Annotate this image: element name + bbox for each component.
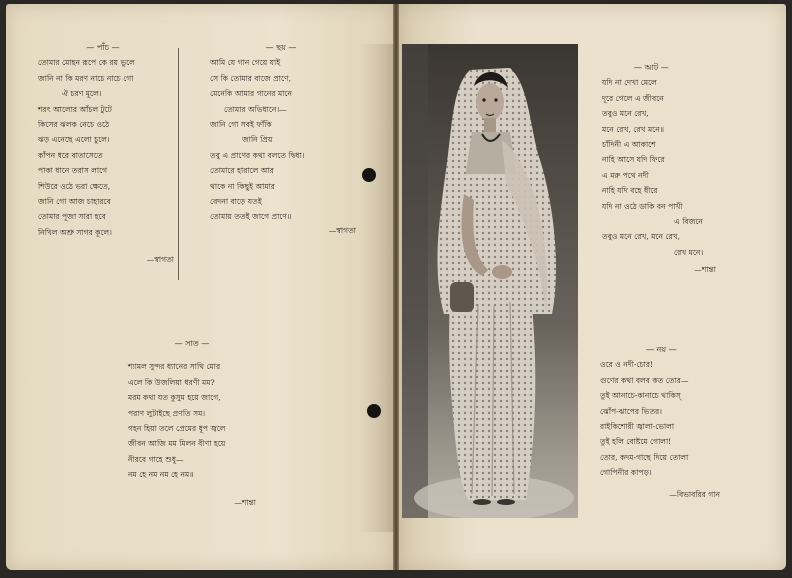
poem-eight — [602, 60, 720, 278]
poem-line: শিউরে ওঠে ভরা ক্ষেতে, — [38, 181, 111, 191]
poem-line: জানি প্রিয় — [242, 135, 273, 145]
portrait-photo — [402, 44, 578, 518]
poem-line: তোমায় ততই জাগে প্রাণে॥ — [210, 212, 292, 222]
poem-line: জানি গো সবই ফাঁকি — [210, 120, 272, 130]
poem-line: থাকে না কিছুই আমার — [210, 181, 275, 191]
poem-line: শ্যামল সুন্দর ধ্যানের সাথি মোর — [128, 362, 221, 372]
poem-line: রাইকিশোরী জ্বালা-ভোলা — [600, 422, 675, 432]
poem-nine — [600, 342, 720, 502]
poem-heading: — নয় — — [646, 345, 677, 354]
poem-line: চাঁদিনী এ আকাশে — [602, 140, 656, 150]
poem-line: জানি না কি মরণ নাচে নাচে গো — [38, 73, 134, 83]
poem-line: তোমার পূজা সারা হবে — [38, 212, 106, 222]
poem-line: নীরবে গাহে শুধু— — [128, 454, 184, 464]
poem-line: গোপিনীর কাপড়। — [600, 468, 652, 478]
poem-line: নাহি যদি বহে ধীরে — [602, 186, 658, 196]
binding-hole — [367, 404, 381, 418]
poem-line: পরাণ লুটাইছে প্রণতি সম। — [128, 408, 206, 418]
poem-line: এ মরু পথে নদী — [602, 170, 649, 180]
poem-line: আমি যে গান গেয়ে যাই — [210, 58, 281, 68]
poem-line: গুণের কথা বলব কত তোর— — [600, 375, 689, 385]
poem-line: ওরে ও নদী-চোর! — [600, 360, 654, 370]
woman-in-saree-figure — [402, 44, 578, 518]
poem-line: শরৎ আলোর আঁচল টুটে — [38, 104, 112, 114]
poem-line: মেনেকি আমার গানের মানে — [210, 89, 293, 99]
column-divider — [178, 48, 179, 280]
poem-line: এলে কি উজলিয়া ধরণী মম? — [128, 377, 215, 387]
poem-line: তবু এ প্রাণের কথা বলতে দ্বিধা। — [210, 150, 305, 160]
poem-line: কিসের ঝলক নেচে ওঠে — [38, 120, 110, 130]
poem-heading: — পাঁচ — — [86, 43, 120, 52]
poem-line: তবুও মনে রেখ, — [602, 109, 649, 119]
poem-line: কাঁপন ধরে বাতাসেতে — [38, 150, 103, 160]
poem-heading: — আট — — [634, 63, 669, 72]
poem-line: জীবন আজি মম মিলন বীণা হয়ে — [128, 439, 226, 449]
poem-line: গহন হিয়া তলে প্রেমের ধূপ জ্বলে — [128, 424, 226, 434]
poem-six — [206, 40, 356, 238]
poem-line: নাহি আসে যদি ফিরে — [602, 155, 665, 165]
poem-line: নম হে নম নম হে নম॥ — [128, 470, 194, 480]
poem-line: তোমারে হারালে আর — [210, 166, 274, 176]
poem-line: তবুও মনে রেখ, মনে রেখ, — [602, 232, 681, 242]
poem-lines — [32, 55, 174, 240]
poem-line: তোর, কদম-গাছে দিয়ে তোলা — [600, 452, 689, 462]
poem-line: যদি না ওঠে ডাকি বন পাখী — [602, 201, 683, 211]
poem-line: ঝড় এনেছে এলো চুলে। — [38, 135, 110, 145]
poem-signature: —শান্তা — [694, 265, 716, 275]
poem-line: বেদনা বাড়ে যতই — [210, 197, 262, 207]
poem-heading: — ছয় — — [265, 43, 297, 52]
poem-seven — [128, 336, 256, 510]
poem-line: সে কি তোমার বাজে প্রাণে, — [210, 73, 292, 83]
poem-line: নিখিল অশ্রু সাগর কূলে। — [38, 227, 112, 237]
poem-line: জানি গো আজ চাহারবে — [38, 197, 111, 207]
poem-line: তোমার অভিধানে।— — [224, 104, 287, 114]
poem-line: মরম কথা যত কুসুম হয়ে জাগে, — [128, 393, 221, 403]
poem-line: ঐ চরণ মূলে। — [62, 89, 102, 99]
poem-line: তুই আনাচে-কানাচে থাকিস্ — [600, 391, 681, 401]
fold-shadow — [358, 44, 394, 532]
poem-line: পাকা ধানে তরাস লাগে — [38, 166, 108, 176]
poem-heading: — সাত — — [174, 339, 210, 348]
poem-signature: —শান্তা — [234, 497, 256, 507]
poem-line: রেখ মনে। — [674, 247, 704, 257]
poem-line: ঝোঁপ-ঝাপের ভিতর। — [600, 406, 662, 416]
poem-signature: —স্বাগতা — [146, 255, 174, 265]
poem-line: মনে রেখ, রেখ মনে॥ — [602, 124, 665, 134]
poem-line: দূরে গেলে এ জীবনে — [602, 93, 664, 103]
poem-line: যদি না দেখা মেলে — [602, 78, 657, 88]
poem-five — [32, 40, 174, 268]
poem-signature: —বিভাবরির গান — [669, 489, 720, 499]
poem-line: তোমার মোহন রূপে কে রয় ভুলে — [38, 58, 135, 68]
binding-hole — [362, 168, 376, 182]
poem-signature: —স্বাগতা — [328, 225, 356, 235]
poem-line: এ বিজনে — [674, 217, 703, 227]
poem-line: তুই হলি বোষ্টমে গোলা! — [600, 437, 672, 447]
